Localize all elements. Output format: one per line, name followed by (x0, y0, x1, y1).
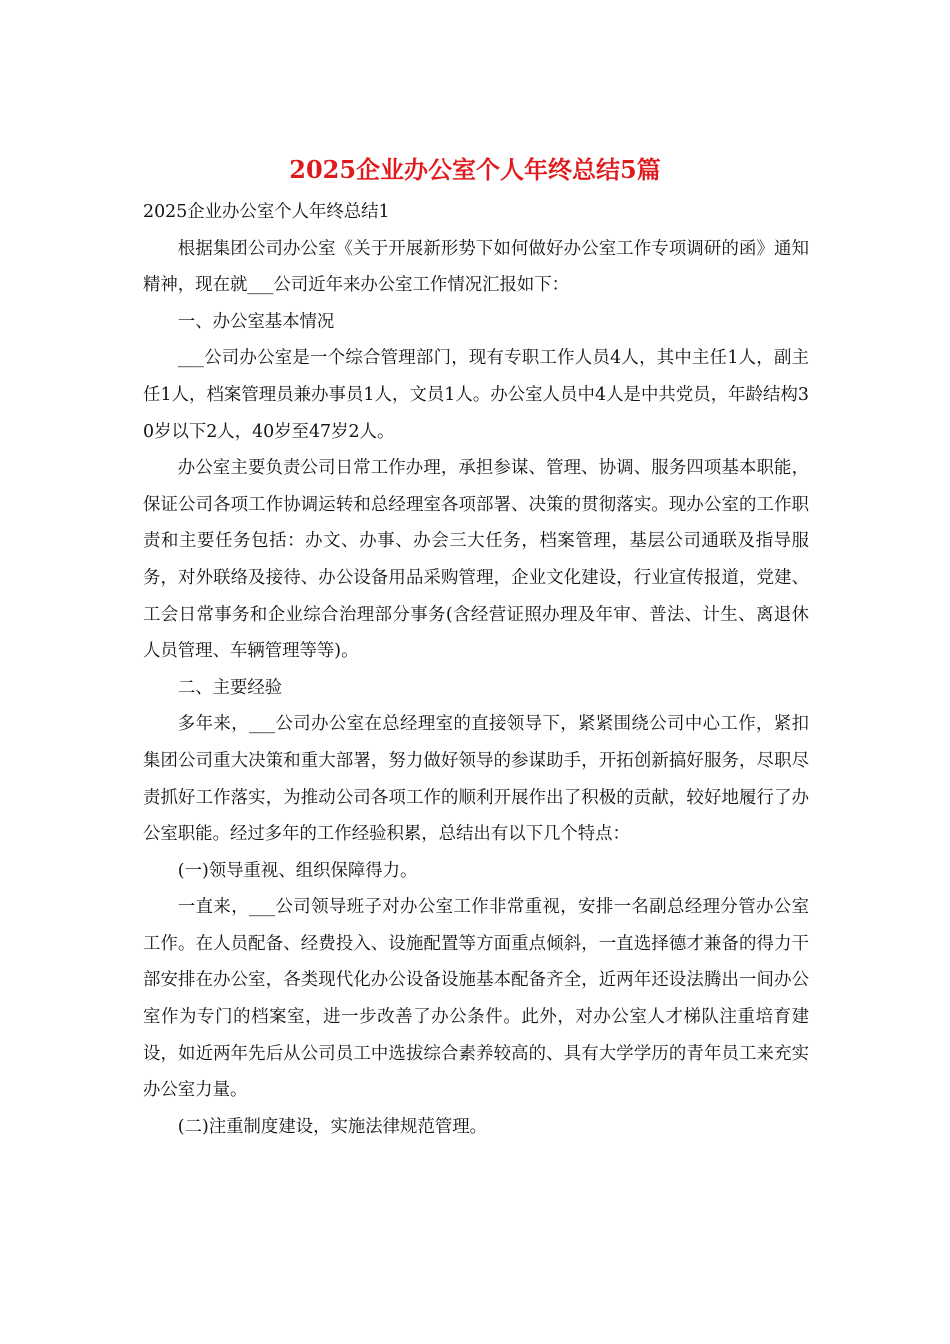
section-heading: 二、主要经验 (177, 677, 283, 698)
section-heading: 2025企业办公室个人年终总结1 (143, 202, 390, 222)
body-paragraph: 一直来，___公司领导班子对办公室工作非常重视，安排一名副总经理分管办公室工作。在人员配备、经费投入、设施配置等方面重点倾斜，一直选择德才兼备的得力干部安排在办公室，各类现代化办公设备设施基本配备齐全，近两年还设法腾出一间办公室作为专门的档案室，进一步改善了办公条件。此外，对办公室人才梯队注重培育建设，如近两年先后从公司员工中选拔综合素养较高的、具有大学学历的青年员工来充实办公室力量。 (143, 897, 809, 1101)
section-heading: 一、办公室基本情况 (177, 311, 335, 332)
body-paragraph: 办公室主要负责公司日常工作办理，承担参谋、管理、协调、服务四项基本职能，保证公司各项工作协调运转和总经理室各项部署、决策的贯彻落实。现办公室的工作职责和主要任务包括：办文、办事、办会三大任务，档案管理，基层公司通联及指导服务，对外联络及接待、办公设备用品采购管理，企业文化建设，行业宣传报道，党建、工会日常事务和企业综合治理部分事务(含经营证照办理及年审、普法、计生、离退休人员管理、车辆管理等等)。 (143, 458, 809, 662)
body-paragraph: 根据集团公司办公室《关于开展新形势下如何做好办公室工作专项调研的函》通知精神，现在就___公司近年来办公室工作情况汇报如下： (143, 238, 809, 296)
document-title: 2025企业办公室个人年终总结5篇 (289, 155, 661, 184)
subsection-heading: (二)注重制度建设，实施法律规范管理。 (177, 1116, 488, 1137)
document-body (143, 194, 809, 1145)
body-paragraph: ___公司办公室是一个综合管理部门，现有专职工作人员4人，其中主任1人，副主任1人，档案管理员兼办事员1人，文员1人。办公室人员中4人是中共党员，年龄结构30岁以下2人，40岁至47岁2人。 (143, 348, 809, 442)
body-paragraph: 多年来，___公司办公室在总经理室的直接领导下，紧紧围绕公司中心工作，紧扣集团公司重大决策和重大部署，努力做好领导的参谋助手，开拓创新搞好服务，尽职尽责抓好工作落实，为推动公司各项工作的顺利开展作出了积极的贡献，较好地履行了办公室职能。经过多年的工作经验积累，总结出有以下几个特点： (143, 714, 809, 845)
subsection-heading: (一)领导重视、组织保障得力。 (177, 860, 418, 881)
